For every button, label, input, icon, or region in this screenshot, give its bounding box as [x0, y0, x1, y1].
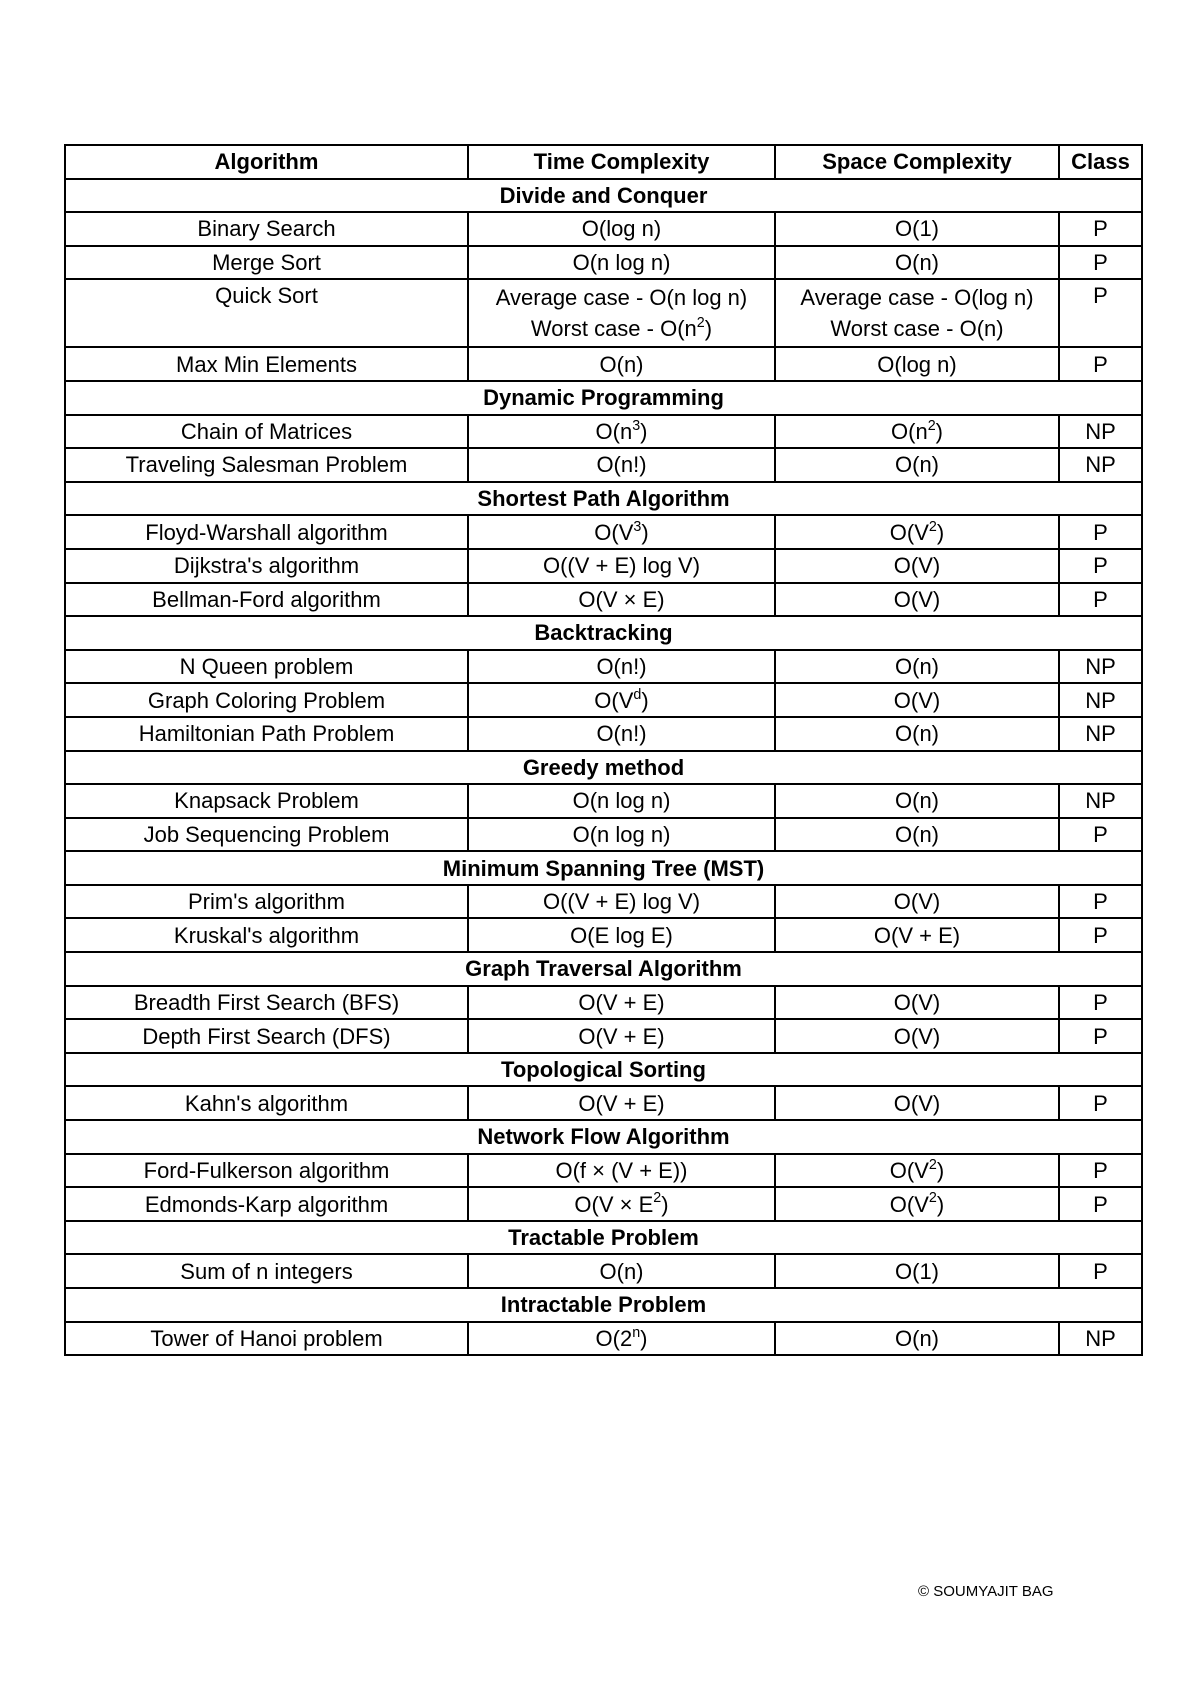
time-cell: O(V + E) — [468, 986, 775, 1020]
space-cell: O(V + E) — [775, 918, 1059, 952]
exponent: 3 — [632, 417, 641, 434]
space-cell: O(V) — [775, 683, 1059, 717]
time-cell: O(E log E) — [468, 918, 775, 952]
space-cell: O(n) — [775, 1322, 1059, 1356]
header-algorithm: Algorithm — [65, 145, 468, 179]
exponent: 3 — [633, 518, 642, 535]
section-title: Shortest Path Algorithm — [65, 482, 1142, 516]
class-cell: NP — [1059, 448, 1142, 482]
time-cell: O(V × E) — [468, 583, 775, 617]
section-title: Intractable Problem — [65, 1288, 1142, 1322]
time-text: ) — [641, 519, 649, 545]
class-cell: P — [1059, 1187, 1142, 1221]
algorithm-cell: N Queen problem — [65, 650, 468, 684]
time-cell: O(n!) — [468, 717, 775, 751]
time-cell: O(log n) — [468, 212, 775, 246]
space-cell: O(V) — [775, 885, 1059, 919]
algorithm-cell: Dijkstra's algorithm — [65, 549, 468, 583]
time-cell: O(n log n) — [468, 784, 775, 818]
section-title: Backtracking — [65, 616, 1142, 650]
table-row — [65, 717, 1142, 751]
header-space-complexity: Space Complexity — [775, 145, 1059, 179]
time-cell — [468, 683, 775, 717]
time-line: Average case - O(n log n) — [495, 285, 748, 311]
class-cell: P — [1059, 885, 1142, 919]
class-cell: NP — [1059, 415, 1142, 449]
exponent: d — [633, 686, 642, 703]
table-row — [65, 885, 1142, 919]
table-row — [65, 415, 1142, 449]
header-time-complexity: Time Complexity — [468, 145, 775, 179]
section-title: Tractable Problem — [65, 1221, 1142, 1255]
table-row — [65, 784, 1142, 818]
header-class: Class — [1059, 145, 1142, 179]
class-cell: P — [1059, 1254, 1142, 1288]
time-cell: O((V + E) log V) — [468, 885, 775, 919]
algorithm-cell: Ford-Fulkerson algorithm — [65, 1154, 468, 1188]
class-cell: P — [1059, 515, 1142, 549]
algorithm-cell: Tower of Hanoi problem — [65, 1322, 468, 1356]
exponent: n — [632, 1324, 641, 1341]
space-cell — [775, 415, 1059, 449]
table-row — [65, 1254, 1142, 1288]
section-row — [65, 1120, 1142, 1154]
space-text: O(n — [891, 418, 928, 444]
table-row — [65, 1086, 1142, 1120]
table-row — [65, 1019, 1142, 1053]
time-cell: O(V + E) — [468, 1086, 775, 1120]
algorithm-cell: Knapsack Problem — [65, 784, 468, 818]
time-text: ) — [640, 1325, 648, 1351]
class-cell: P — [1059, 583, 1142, 617]
table-row — [65, 683, 1142, 717]
table-row — [65, 347, 1142, 381]
algorithm-cell: Graph Coloring Problem — [65, 683, 468, 717]
space-cell: O(n) — [775, 717, 1059, 751]
exponent: 2 — [696, 315, 705, 332]
table-row — [65, 986, 1142, 1020]
space-cell: O(n) — [775, 784, 1059, 818]
algorithm-cell: Bellman-Ford algorithm — [65, 583, 468, 617]
time-cell: O(n!) — [468, 448, 775, 482]
time-text: O(V — [594, 519, 634, 545]
space-text: O(V — [889, 519, 929, 545]
time-text: O(2 — [595, 1325, 633, 1351]
class-cell: P — [1059, 212, 1142, 246]
table-header-row — [65, 145, 1142, 179]
time-line — [473, 313, 770, 344]
class-cell: P — [1059, 986, 1142, 1020]
section-row — [65, 1053, 1142, 1087]
space-text: O(V — [889, 1191, 929, 1217]
space-cell: O(V) — [775, 549, 1059, 583]
space-cell — [775, 515, 1059, 549]
algorithm-cell: Quick Sort — [65, 279, 468, 347]
space-cell — [775, 1154, 1059, 1188]
space-cell — [775, 279, 1059, 347]
class-cell: P — [1059, 279, 1142, 347]
exponent: 2 — [927, 417, 936, 434]
time-cell — [468, 279, 775, 347]
algorithm-cell: Kahn's algorithm — [65, 1086, 468, 1120]
section-title: Minimum Spanning Tree (MST) — [65, 851, 1142, 885]
section-row — [65, 616, 1142, 650]
time-text: ) — [641, 687, 649, 713]
table-row — [65, 1154, 1142, 1188]
space-cell: O(1) — [775, 1254, 1059, 1288]
table-row — [65, 279, 1142, 347]
time-cell — [468, 515, 775, 549]
section-row — [65, 851, 1142, 885]
section-row — [65, 952, 1142, 986]
exponent: 2 — [928, 1156, 937, 1173]
algorithm-cell: Hamiltonian Path Problem — [65, 717, 468, 751]
section-title: Graph Traversal Algorithm — [65, 952, 1142, 986]
table-row — [65, 583, 1142, 617]
table-row — [65, 212, 1142, 246]
space-text: ) — [936, 1191, 945, 1217]
table-row — [65, 448, 1142, 482]
section-title: Divide and Conquer — [65, 179, 1142, 213]
space-line: Average case - O(log n) — [800, 285, 1034, 311]
class-cell: NP — [1059, 784, 1142, 818]
algorithm-cell: Depth First Search (DFS) — [65, 1019, 468, 1053]
class-cell: NP — [1059, 683, 1142, 717]
space-text: O(V — [889, 1157, 929, 1183]
space-cell: O(V) — [775, 583, 1059, 617]
table-row — [65, 818, 1142, 852]
space-cell: O(V) — [775, 1086, 1059, 1120]
time-cell: O(n log n) — [468, 246, 775, 280]
section-row — [65, 751, 1142, 785]
algorithm-cell: Max Min Elements — [65, 347, 468, 381]
algorithm-cell: Floyd-Warshall algorithm — [65, 515, 468, 549]
section-row — [65, 1288, 1142, 1322]
class-cell: NP — [1059, 717, 1142, 751]
table-row — [65, 1322, 1142, 1356]
section-title: Dynamic Programming — [65, 381, 1142, 415]
space-cell: O(V) — [775, 1019, 1059, 1053]
section-row — [65, 482, 1142, 516]
exponent: 2 — [928, 1190, 937, 1207]
copyright-notice: © SOUMYAJIT BAG — [918, 1583, 1054, 1600]
space-cell: O(n) — [775, 650, 1059, 684]
time-cell: O(n!) — [468, 650, 775, 684]
section-row — [65, 179, 1142, 213]
algorithm-cell: Traveling Salesman Problem — [65, 448, 468, 482]
time-cell: O(V + E) — [468, 1019, 775, 1053]
exponent: 2 — [653, 1190, 662, 1207]
algorithm-cell: Binary Search — [65, 212, 468, 246]
space-line: Worst case - O(n) — [830, 316, 1004, 342]
time-cell — [468, 1187, 775, 1221]
class-cell: P — [1059, 1019, 1142, 1053]
space-cell: O(n) — [775, 448, 1059, 482]
algorithm-cell: Breadth First Search (BFS) — [65, 986, 468, 1020]
time-text: O(n — [595, 418, 633, 444]
algorithm-cell: Chain of Matrices — [65, 415, 468, 449]
section-title: Greedy method — [65, 751, 1142, 785]
table-row — [65, 246, 1142, 280]
time-cell: O(n) — [468, 347, 775, 381]
space-cell: O(n) — [775, 818, 1059, 852]
time-cell: O(n) — [468, 1254, 775, 1288]
exponent: 2 — [928, 518, 937, 535]
space-cell: O(1) — [775, 212, 1059, 246]
complexity-table — [64, 144, 1143, 1356]
class-cell: P — [1059, 1086, 1142, 1120]
section-row — [65, 381, 1142, 415]
class-cell: NP — [1059, 650, 1142, 684]
section-row — [65, 1221, 1142, 1255]
space-text: ) — [935, 418, 943, 444]
algorithm-cell: Prim's algorithm — [65, 885, 468, 919]
time-cell — [468, 1322, 775, 1356]
time-cell: O(f × (V + E)) — [468, 1154, 775, 1188]
time-text: O(V × E — [574, 1191, 654, 1217]
space-text: ) — [936, 1157, 945, 1183]
time-text: O(V — [594, 687, 634, 713]
class-cell: P — [1059, 549, 1142, 583]
table-row — [65, 515, 1142, 549]
table-row — [65, 549, 1142, 583]
space-cell: O(log n) — [775, 347, 1059, 381]
class-cell: P — [1059, 246, 1142, 280]
table-row — [65, 650, 1142, 684]
class-cell: NP — [1059, 1322, 1142, 1356]
time-text: ) — [704, 316, 713, 342]
class-cell: P — [1059, 818, 1142, 852]
time-cell: O((V + E) log V) — [468, 549, 775, 583]
algorithm-cell: Edmonds-Karp algorithm — [65, 1187, 468, 1221]
table-row — [65, 918, 1142, 952]
space-text: ) — [936, 519, 945, 545]
algorithm-cell: Job Sequencing Problem — [65, 818, 468, 852]
time-text: ) — [661, 1191, 669, 1217]
section-title: Network Flow Algorithm — [65, 1120, 1142, 1154]
class-cell: P — [1059, 347, 1142, 381]
section-title: Topological Sorting — [65, 1053, 1142, 1087]
space-cell: O(n) — [775, 246, 1059, 280]
algorithm-cell: Merge Sort — [65, 246, 468, 280]
time-text: Worst case - O(n — [530, 316, 697, 342]
table-row — [65, 1187, 1142, 1221]
algorithm-cell: Sum of n integers — [65, 1254, 468, 1288]
class-cell: P — [1059, 1154, 1142, 1188]
class-cell: P — [1059, 918, 1142, 952]
time-cell — [468, 415, 775, 449]
space-cell: O(V) — [775, 986, 1059, 1020]
algorithm-cell: Kruskal's algorithm — [65, 918, 468, 952]
time-text: ) — [640, 418, 648, 444]
time-cell: O(n log n) — [468, 818, 775, 852]
space-cell — [775, 1187, 1059, 1221]
